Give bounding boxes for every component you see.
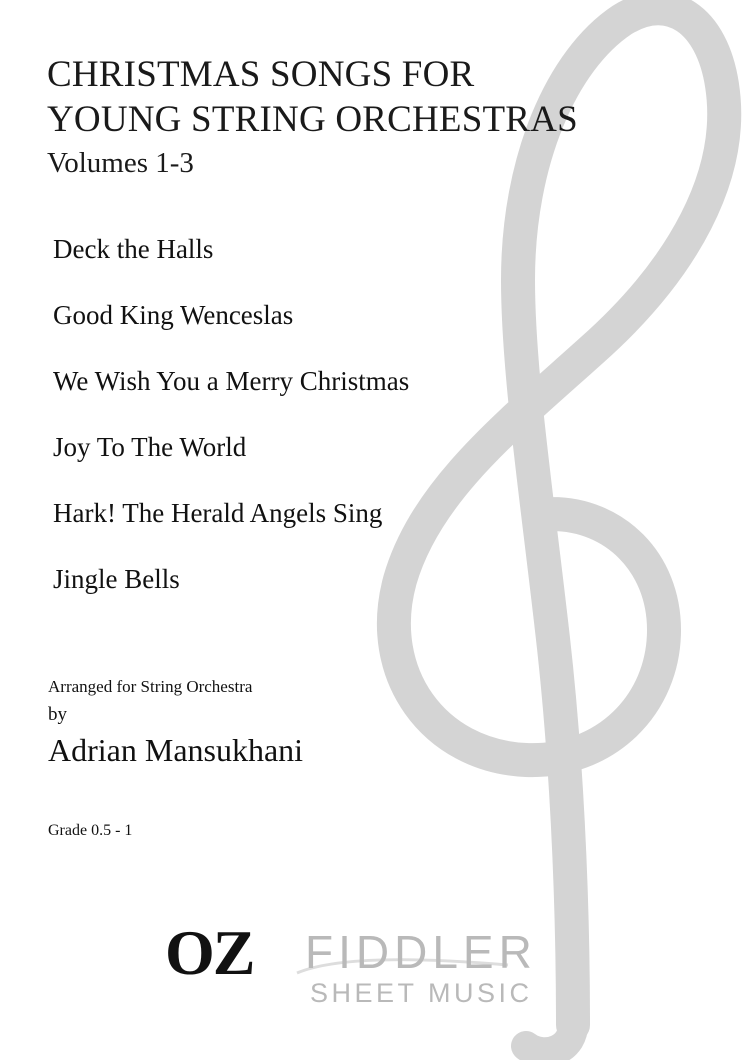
logo-fiddler-text: FIDDLER	[305, 926, 537, 978]
list-item: Jingle Bells	[53, 564, 180, 594]
title-line-1: CHRISTMAS SONGS FOR	[47, 54, 475, 95]
publisher-logo	[165, 915, 535, 1020]
arranged-for-label: Arranged for String Orchestra	[48, 677, 253, 696]
by-label: by	[48, 704, 67, 725]
credits-block	[48, 676, 648, 770]
subtitle-volumes: Volumes 1-3	[47, 147, 194, 179]
song-list	[53, 233, 653, 629]
grade-label: Grade 0.5 - 1	[48, 822, 133, 839]
list-item: Joy To The World	[53, 432, 247, 462]
list-item: Deck the Halls	[53, 234, 214, 264]
arranger-name: Adrian Mansukhani	[48, 732, 304, 768]
title-line-2: YOUNG STRING ORCHESTRAS	[47, 99, 578, 140]
page-title	[47, 52, 667, 181]
list-item: We Wish You a Merry Christmas	[53, 366, 410, 396]
list-item: Hark! The Herald Angels Sing	[53, 498, 383, 528]
list-item: Good King Wenceslas	[53, 300, 294, 330]
logo-oz-text: OZ	[165, 917, 254, 988]
logo-sheet-music-text: SHEET MUSIC	[310, 978, 533, 1008]
